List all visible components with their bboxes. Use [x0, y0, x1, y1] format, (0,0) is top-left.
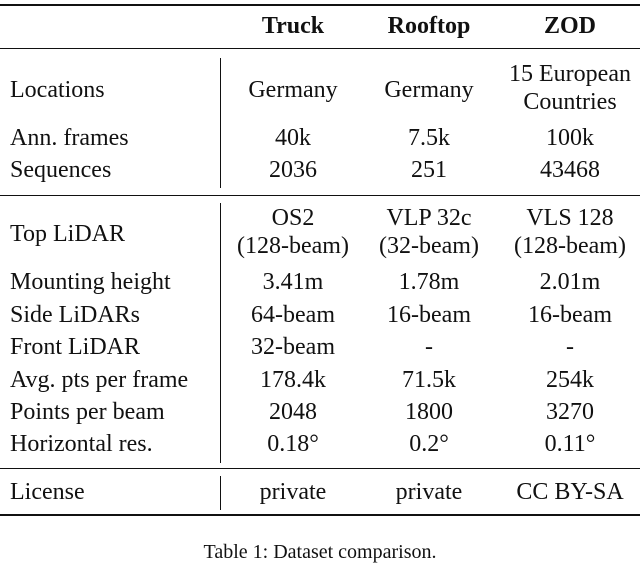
- cell-truck-sequences: 2036: [269, 157, 317, 183]
- cell-truck-ann-frames: 40k: [275, 125, 311, 151]
- cell-zod-mounting-height: 2.01m: [539, 269, 601, 295]
- cell-zod-sequences: 43468: [540, 157, 600, 183]
- row-label-ann-frames: Ann. frames: [10, 125, 129, 151]
- row-label-locations: Locations: [10, 77, 105, 103]
- cell-truck-avg-pts: 178.4k: [260, 367, 326, 393]
- cell-rooftop-license: private: [395, 479, 463, 505]
- cell-truck-license: private: [259, 479, 327, 505]
- cell-zod-side-lidars: 16-beam: [528, 302, 612, 328]
- section-rule-2: [0, 468, 640, 469]
- cell-truck-locations: Germany: [248, 77, 338, 103]
- table-caption: Table 1: Dataset comparison.: [203, 541, 437, 563]
- column-separator: [220, 58, 221, 188]
- top-rule: [0, 4, 640, 6]
- cell-truck-top-lidar: OS2 (128-beam): [237, 205, 349, 259]
- cell-rooftop-front-lidar: -: [425, 334, 433, 360]
- bottom-rule: [0, 514, 640, 516]
- cell-zod-top-lidar: VLS 128 (128-beam): [514, 205, 626, 259]
- row-label-points-per-beam: Points per beam: [10, 399, 165, 425]
- column-separator: [220, 476, 221, 510]
- row-label-mounting-height: Mounting height: [10, 269, 171, 295]
- column-separator: [220, 203, 221, 463]
- row-label-front-lidar: Front LiDAR: [10, 334, 141, 360]
- cell-rooftop-locations: Germany: [384, 77, 474, 103]
- row-label-avg-pts: Avg. pts per frame: [10, 367, 189, 393]
- cell-rooftop-mounting-height: 1.78m: [398, 269, 460, 295]
- cell-rooftop-side-lidars: 16-beam: [387, 302, 471, 328]
- header-rooftop: Rooftop: [387, 13, 471, 39]
- header-truck: Truck: [261, 13, 325, 39]
- cell-zod-avg-pts: 254k: [546, 367, 594, 393]
- cell-truck-mounting-height: 3.41m: [262, 269, 324, 295]
- cell-rooftop-top-lidar: VLP 32c (32-beam): [379, 205, 479, 259]
- cell-rooftop-sequences: 251: [411, 157, 447, 183]
- cell-truck-front-lidar: 32-beam: [251, 334, 335, 360]
- section-rule-1: [0, 195, 640, 196]
- header-rule: [0, 48, 640, 49]
- cell-zod-horizontal-res: 0.11°: [544, 431, 596, 457]
- cell-truck-horizontal-res: 0.18°: [267, 431, 319, 457]
- cell-truck-side-lidars: 64-beam: [251, 302, 335, 328]
- row-label-horizontal-res: Horizontal res.: [10, 431, 153, 457]
- cell-zod-locations: 15 European Countries: [509, 61, 631, 115]
- cell-rooftop-ann-frames: 7.5k: [408, 125, 450, 151]
- cell-zod-front-lidar: -: [566, 334, 574, 360]
- cell-rooftop-points-per-beam: 1800: [405, 399, 453, 425]
- cell-zod-license: CC BY-SA: [516, 479, 624, 505]
- row-label-license: License: [10, 479, 85, 505]
- cell-truck-points-per-beam: 2048: [269, 399, 317, 425]
- cell-rooftop-avg-pts: 71.5k: [402, 367, 456, 393]
- row-label-sequences: Sequences: [10, 157, 112, 183]
- cell-zod-points-per-beam: 3270: [546, 399, 594, 425]
- header-zod: ZOD: [543, 13, 596, 39]
- row-label-side-lidars: Side LiDARs: [10, 302, 141, 328]
- cell-zod-ann-frames: 100k: [546, 125, 594, 151]
- cell-rooftop-horizontal-res: 0.2°: [409, 431, 449, 457]
- row-label-top-lidar: Top LiDAR: [10, 221, 125, 247]
